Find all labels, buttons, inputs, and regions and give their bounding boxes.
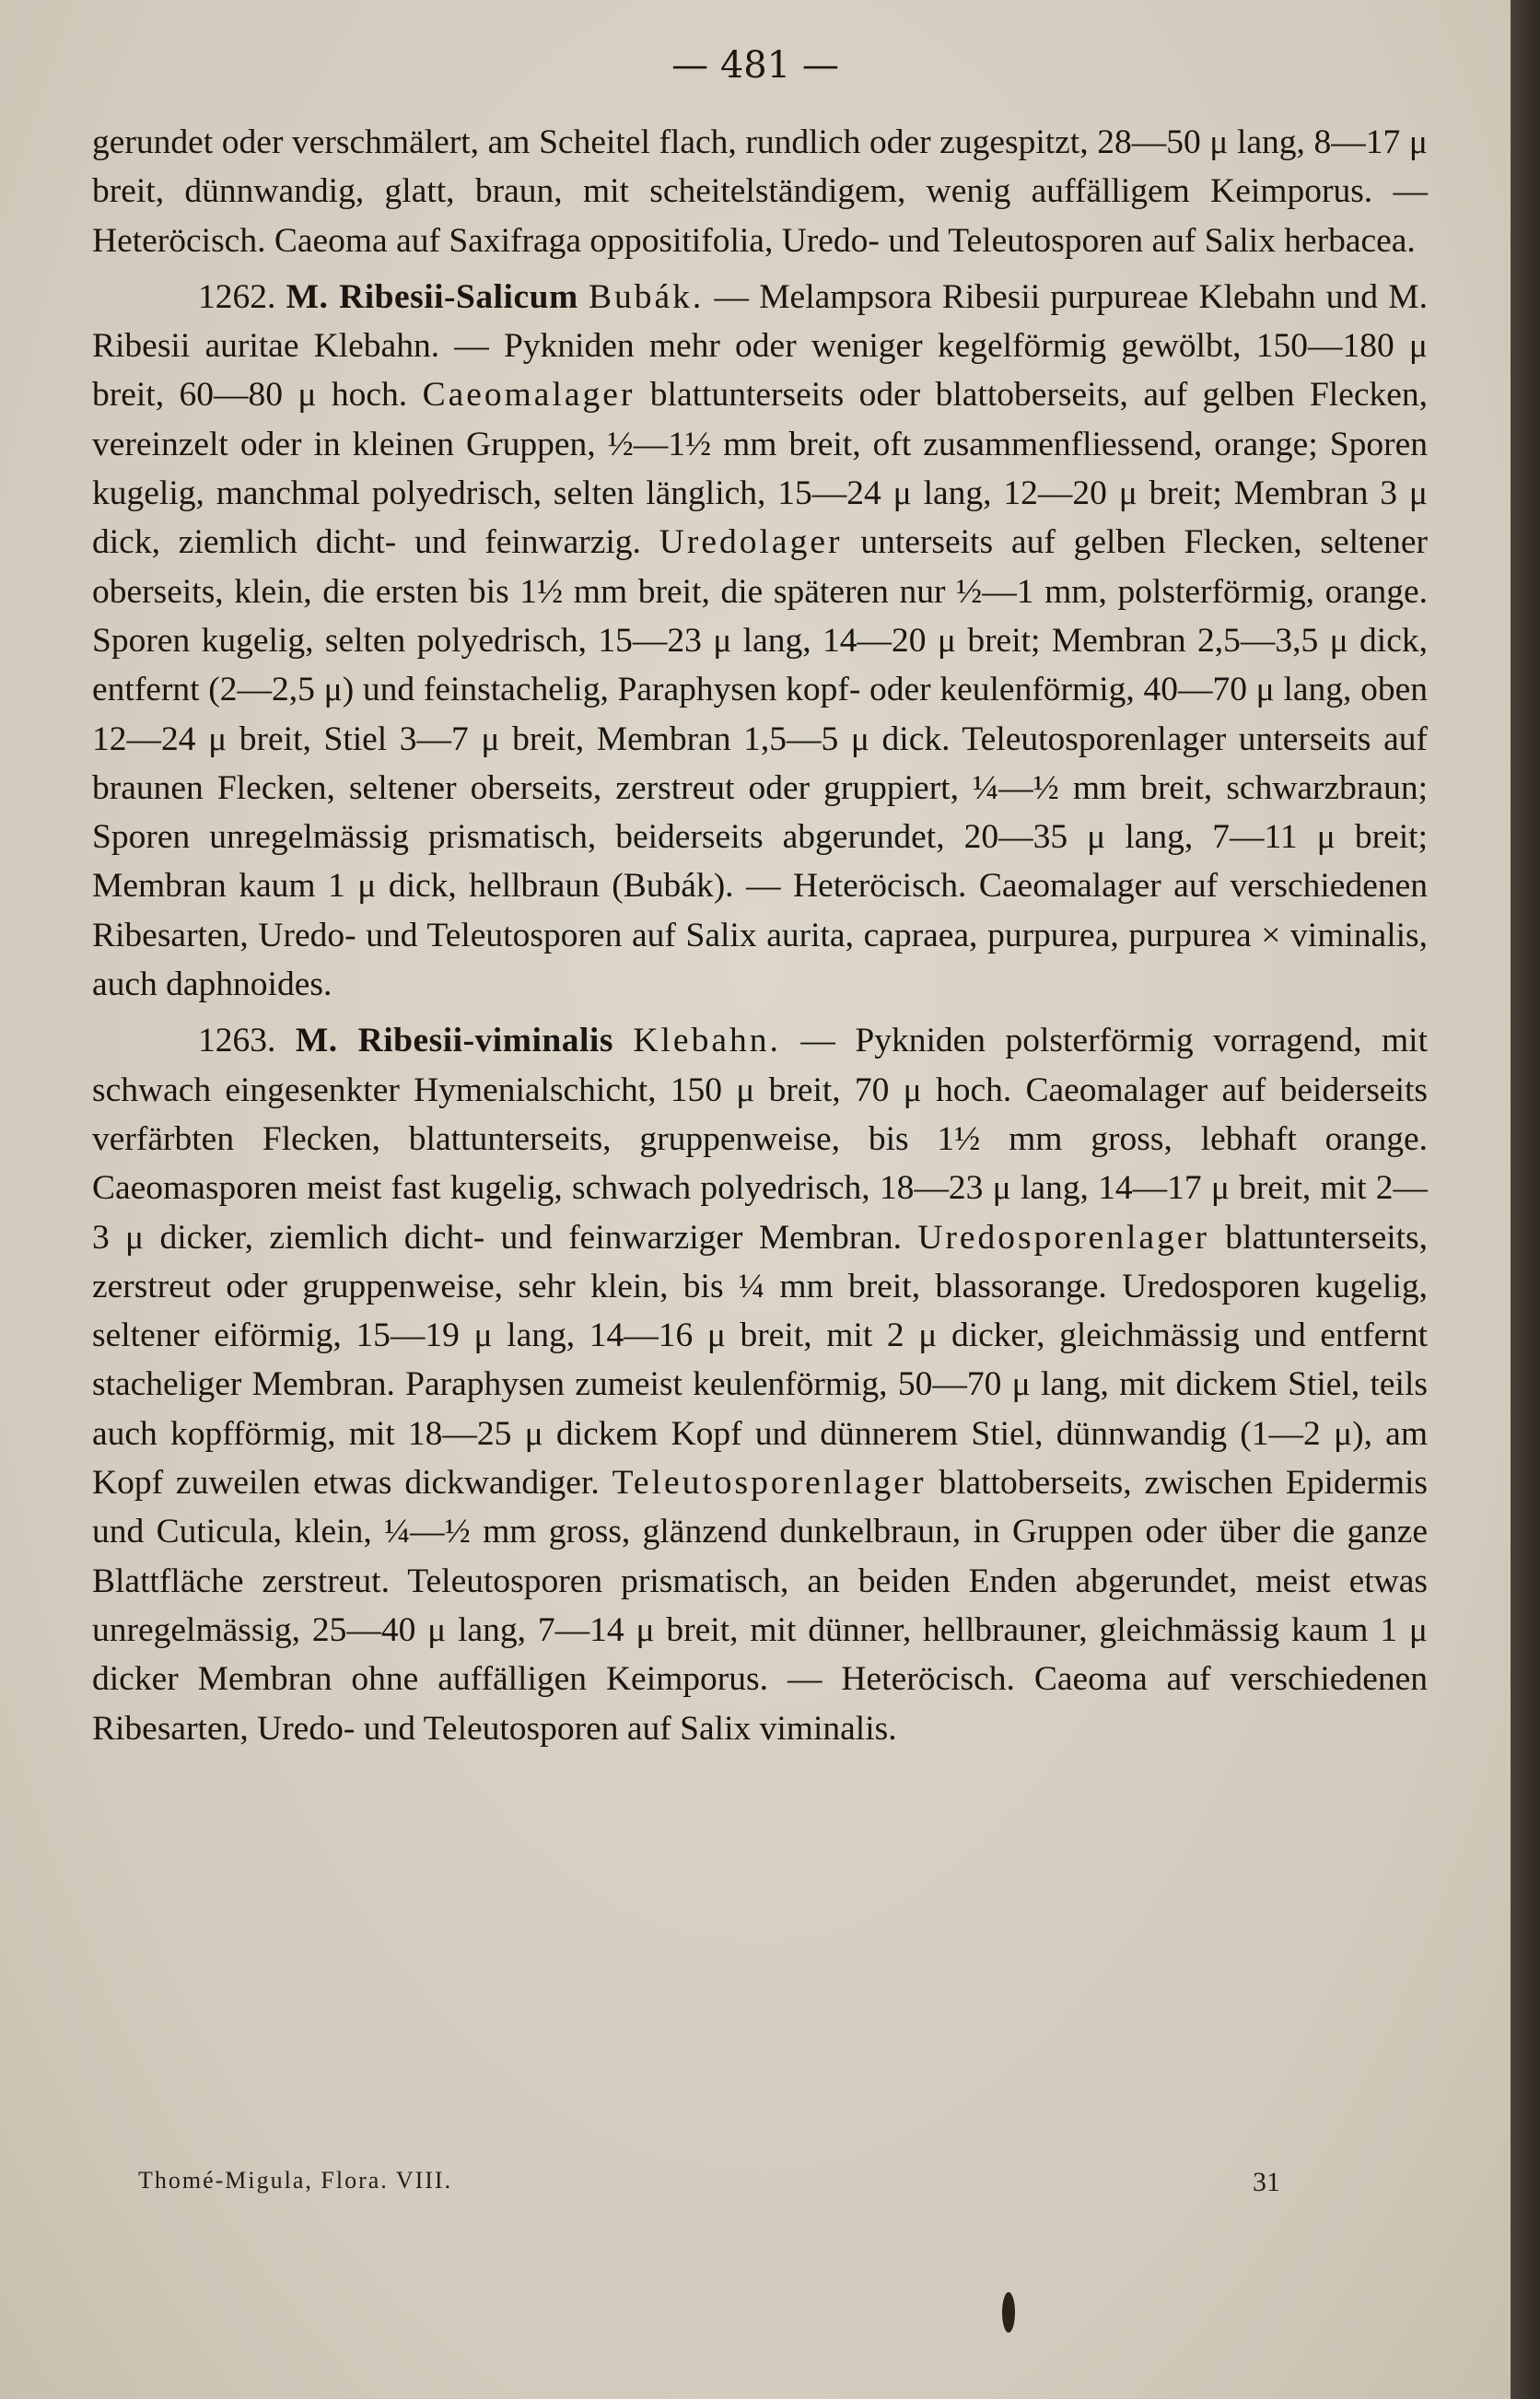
entry-1262: [92, 273, 1428, 1009]
book-edge: [1511, 0, 1540, 2399]
page-body: [92, 118, 1428, 1761]
entry-text: — Melampsora Ribesii purpureae Klebahn und M. Ribesii auritae Klebahn. — Pykniden mehr oder weniger kegelförmig gewölbt, 150—180 μ breit, 60—80 μ hoch.: [92, 277, 1428, 415]
page-footer: [138, 2167, 1280, 2198]
entry-text: blattunterseits, zerstreut oder gruppenweise, sehr klein, bis ¼ mm breit, blassorange. Uredosporen kugelig, seltener eiförmig, 15—19 μ lang, 14—16 μ breit, mit 2 μ dicker, gleichmässig und entfernt stacheliger Membran. Paraphysen zumeist keulenförmig, 50—70 μ lang, mit dickem Stiel, teils auch kopfförmig, mit 18—25 μ dickem Kopf und dünnerem Stiel, dünnwandig (1—2 μ), am Kopf zuweilen etwas dickwandiger.: [92, 1218, 1429, 1503]
entry-text: blattunterseits oder blattoberseits, auf gelben Flecken, vereinzelt oder in kleinen Gruppen, ½—1½ mm breit, oft zusammenfliessend, orange; Sporen kugelig, manchmal polyedrisch, selten länglich, 15—24 μ lang, 12—20 μ breit; Membran 3 μ dick, ziemlich dicht- und feinwarzig.: [92, 376, 1429, 562]
entry-text: blattoberseits, zwischen Epidermis und Cuticula, klein, ¼—½ mm gross, glänzend dunkelbraun, in Gruppen oder über die ganze Blattfläche zerstreut. Teleutosporen prismatisch, an beiden Enden abgerundet, meist etwas unregelmässig, 25—40 μ lang, 7—14 μ breit, mit dünner, hellbrauner, gleichmässig kaum 1 μ dicker Membran ohne auffälligen Keimporus. — Heteröcisch. Caeoma auf verschiedenen Ribesarten, Uredo- und Teleutosporen auf Salix viminalis.: [92, 1464, 1429, 1748]
species-name: M. Ribesii-Salicum: [286, 277, 578, 316]
entry-number: 1263.: [198, 1022, 276, 1060]
spaced-term-uredosporenlager: Uredosporenlager: [917, 1218, 1209, 1257]
spaced-term-teleutosporenlager: Teleutosporenlager: [612, 1464, 927, 1503]
page-number: — 481 —: [671, 44, 839, 87]
species-author: Bubák.: [588, 277, 705, 316]
species-name: M. Ribesii-viminalis: [295, 1022, 613, 1060]
sheet-number: 31: [1253, 2167, 1280, 2197]
ink-smudge: [1002, 2292, 1015, 2333]
spaced-term-caeomalager: Caeomalager: [422, 376, 636, 415]
entry-text: — Pykniden polsterförmig vorragend, mit schwach eingesenkter Hymenialschicht, 150 μ breit, 70 μ hoch. Caeomalager auf beiderseits verfärbten Flecken, blattunterseits, gruppenweise, bis 1½ mm gross, lebhaft orange. Caeomasporen meist fast kugelig, schwach polyedrisch, 18—23 μ lang, 14—17 μ breit, mit 2—3 μ dicker, ziemlich dicht- und feinwarziger Membran.: [92, 1022, 1429, 1257]
entry-text: unterseits auf gelben Flecken, seltener oberseits, klein, die ersten bis 1½ mm breit, die späteren nur ½—1 mm, polsterförmig, orange. Sporen kugelig, selten polyedrisch, 15—23 μ lang, 14—20 μ breit; Membran 2,5—3,5 μ dick, entfernt (2—2,5 μ) und feinstachelig, Paraphysen kopf- oder keulenförmig, 40—70 μ lang, oben 12—24 μ breit, Stiel 3—7 μ breit, Membran 1,5—5 μ dick. Teleutosporenlager unterseits auf braunen Flecken, seltener oberseits, zerstreut oder gruppiert, ¼—½ mm breit, schwarzbraun; Sporen unregelmässig prismatisch, beiderseits abgerundet, 20—35 μ lang, 7—11 μ breit; Membran kaum 1 μ dick, hellbraun (Bubák). — Heteröcisch. Caeomalager auf verschiedenen Ribesarten, Uredo- und Teleutosporen auf Salix aurita, capraea, purpurea, purpurea × viminalis, auch daphnoides.: [92, 523, 1429, 1004]
spaced-term-uredolager: Uredolager: [659, 523, 843, 562]
paragraph-continuation: gerundet oder verschmälert, am Scheitel flach, rundlich oder zugespitzt, 28—50 μ lang, 8—17 μ breit, dünnwandig, glatt, braun, mit scheitelständigem, wenig auffälligem Keimporus. — Heteröcisch. Caeoma auf Saxifraga oppositifolia, Uredo- und Teleutosporen auf Salix herbacea.: [92, 123, 1428, 260]
entry-number: 1262.: [198, 277, 276, 316]
printer-signature: Thomé-Migula, Flora. VIII.: [138, 2167, 453, 2194]
entry-1263: [92, 1016, 1428, 1752]
species-author: Klebahn.: [633, 1022, 781, 1060]
